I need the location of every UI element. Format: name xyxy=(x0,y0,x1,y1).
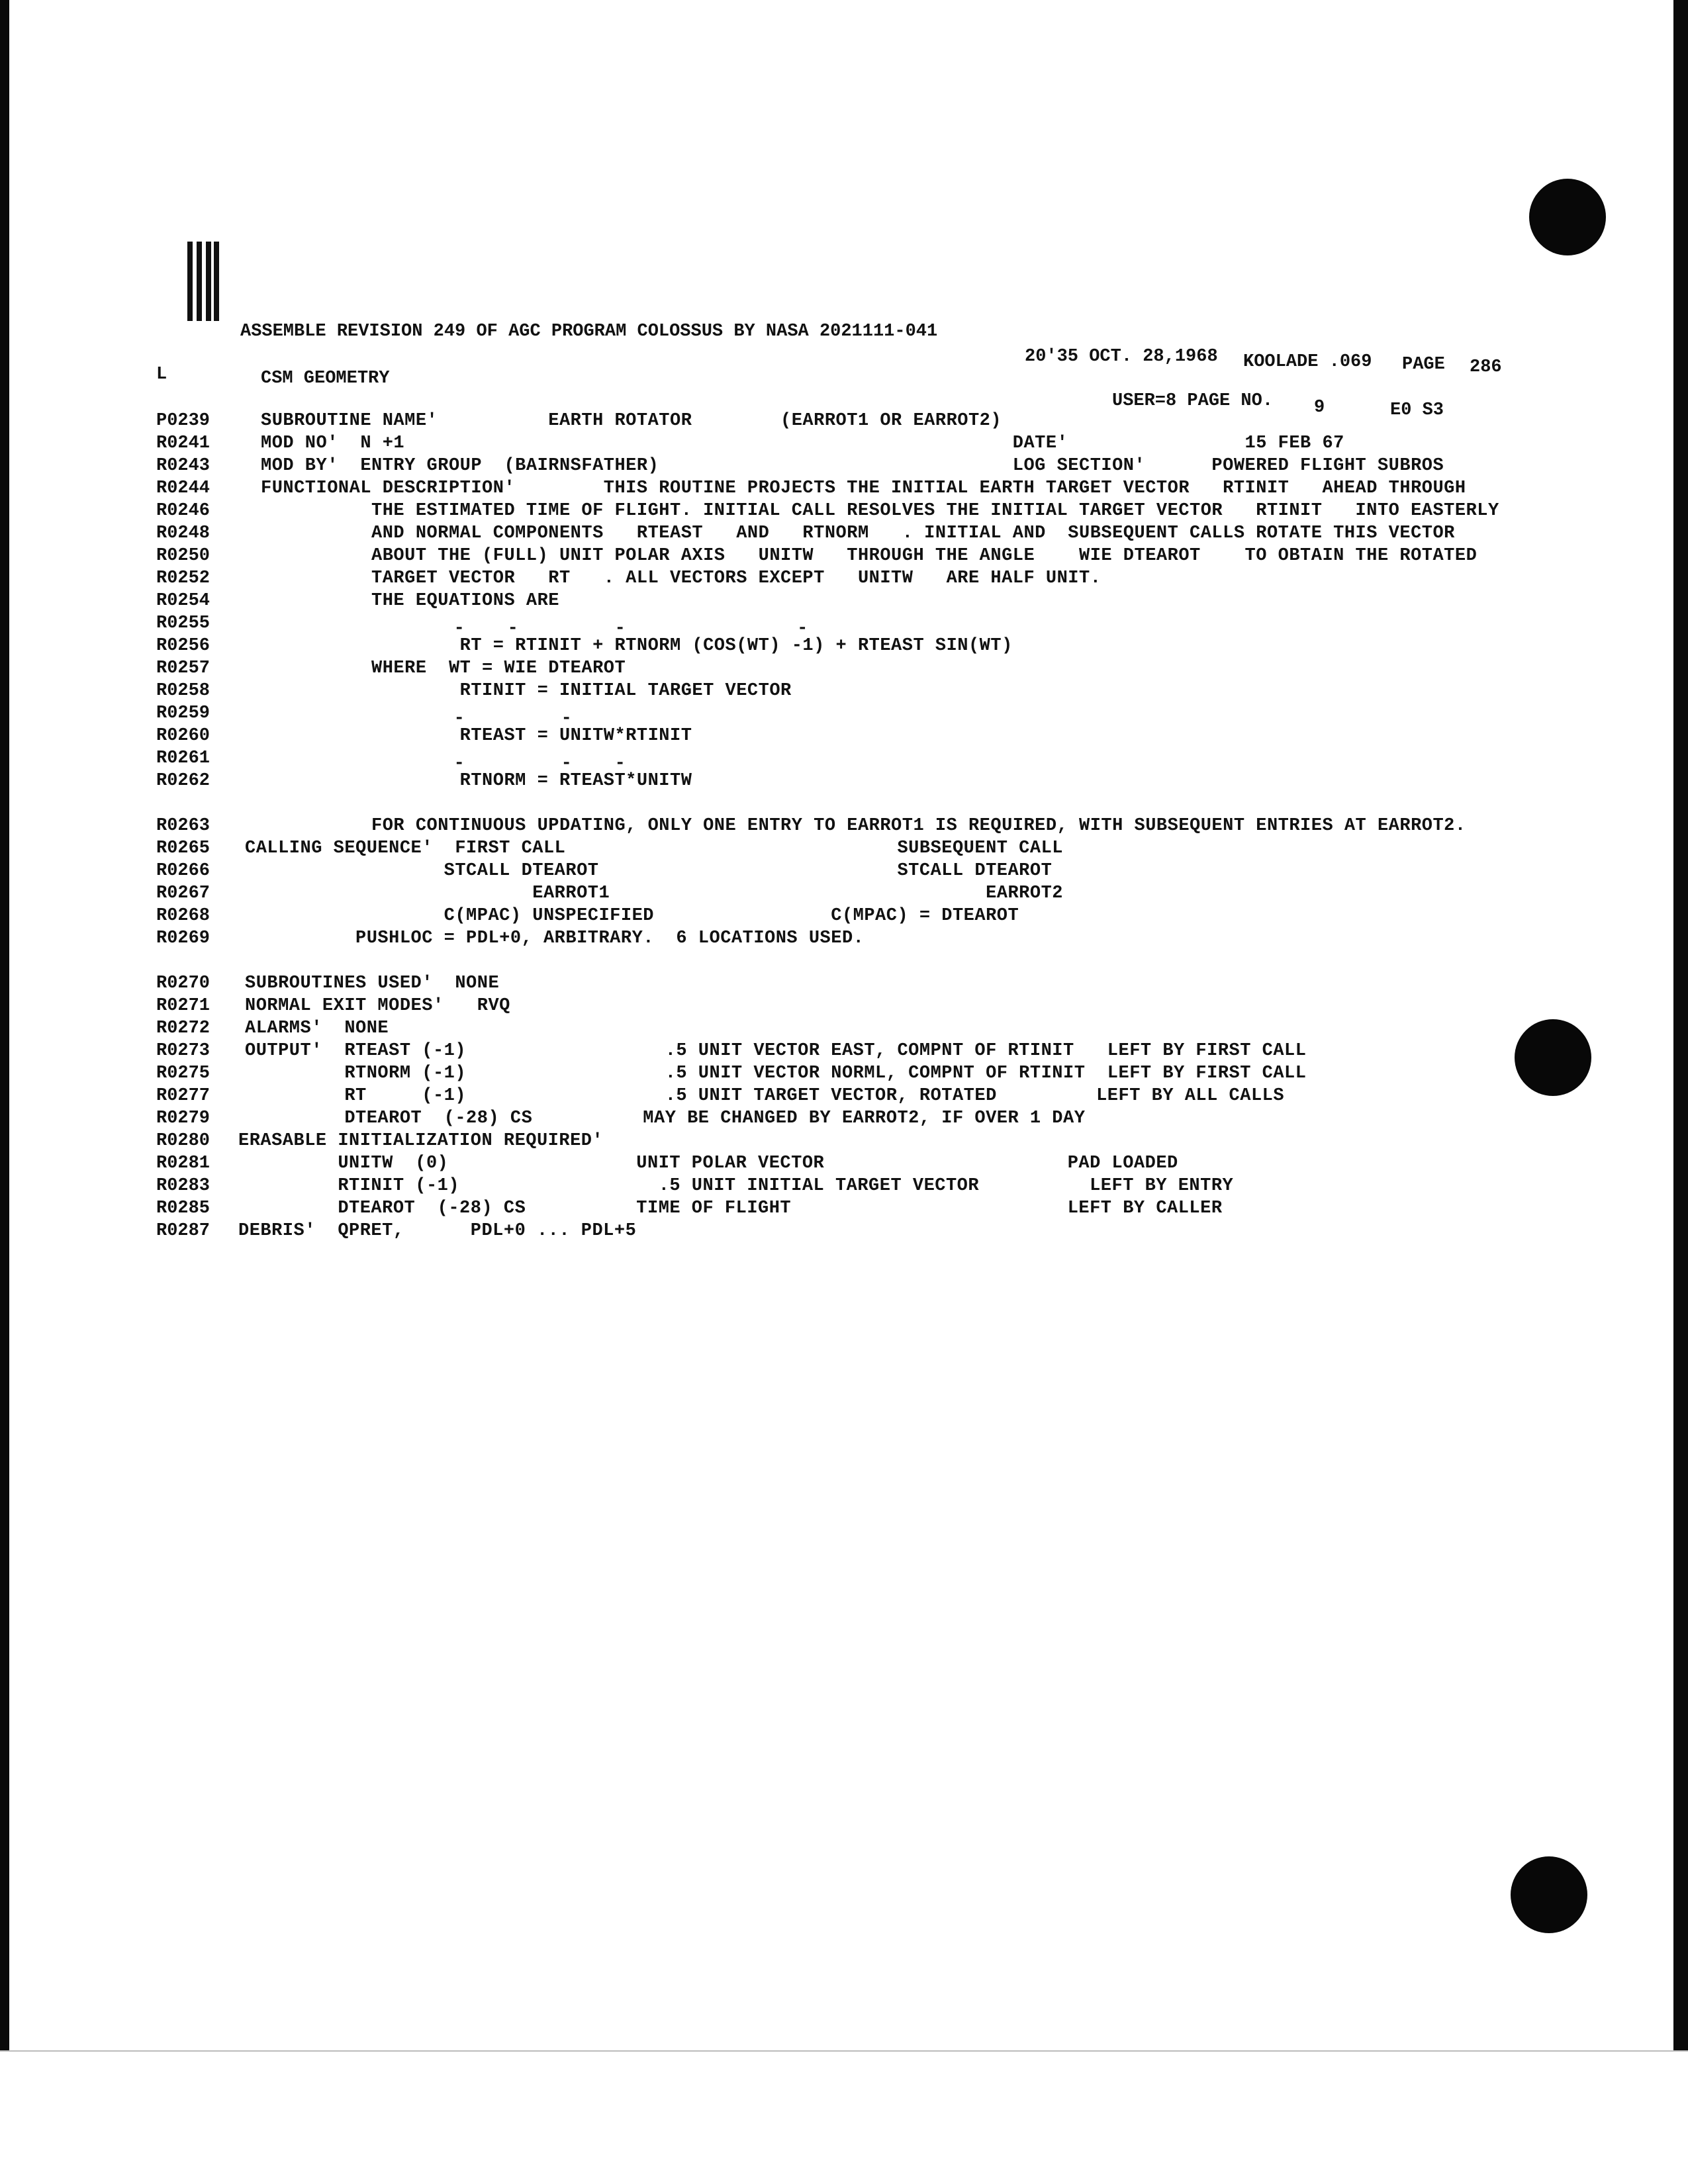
line-text: EARROT1 EARROT2 xyxy=(245,884,1063,903)
line-text: FUNCTIONAL DESCRIPTION' THIS ROUTINE PROJECTS THE INITIAL EARTH TARGET VECTOR RTINIT AHEAD THROUGH xyxy=(261,478,1466,498)
line-text: DTEAROT (-28) CS TIME OF FLIGHT LEFT BY CALLER xyxy=(238,1199,1223,1218)
line-text: AND NORMAL COMPONENTS RTEAST AND RTNORM . INITIAL AND SUBSEQUENT CALLS ROTATE THIS VECTOR xyxy=(261,523,1455,543)
line-label: R0259 xyxy=(156,704,211,723)
line-label: R0275 xyxy=(156,1064,211,1083)
header-koolade: KOOLADE .069 xyxy=(1243,352,1372,372)
line-text: ABOUT THE (FULL) UNIT POLAR AXIS UNITW THROUGH THE ANGLE WIE DTEAROT TO OBTAIN THE ROTATED xyxy=(261,546,1477,566)
vector-bar-marks: - - - - xyxy=(261,619,808,639)
user-page-label: USER=8 PAGE NO. xyxy=(1112,391,1274,411)
binder-clip-mark xyxy=(187,242,219,321)
line-label: R0258 xyxy=(156,681,211,701)
line-label: R0268 xyxy=(156,906,211,926)
line-text: RT = RTINIT + RTNORM (COS(WT) -1) + RTEAST SIN(WT) xyxy=(261,636,1013,656)
punch-hole-middle xyxy=(1515,1019,1591,1096)
vector-bar-marks: - - - xyxy=(261,754,626,774)
line-text: MOD BY' ENTRY GROUP (BAIRNSFATHER) LOG SECTION' POWERED FLIGHT SUBROS xyxy=(261,456,1444,476)
line-text: WHERE WT = WIE DTEAROT xyxy=(261,659,626,678)
line-label: R0255 xyxy=(156,614,211,633)
line-label: R0248 xyxy=(156,523,211,543)
line-label: R0271 xyxy=(156,996,211,1016)
vector-bar-marks: - - xyxy=(261,709,572,729)
line-label: R0257 xyxy=(156,659,211,678)
line-label: R0272 xyxy=(156,1019,211,1038)
line-label: R0261 xyxy=(156,749,211,768)
line-label: R0287 xyxy=(156,1221,211,1241)
header-page-label: PAGE xyxy=(1402,355,1445,375)
punch-hole-bottom xyxy=(1511,1856,1587,1933)
scan-edge-right xyxy=(1673,0,1688,2052)
line-label: R0256 xyxy=(156,636,211,656)
line-text: SUBROUTINE NAME' EARTH ROTATOR (EARROT1 OR EARROT2) xyxy=(261,411,1002,431)
line-label: R0246 xyxy=(156,501,211,521)
line-label: R0262 xyxy=(156,771,211,791)
line-text: PUSHLOC = PDL+0, ARBITRARY. 6 LOCATIONS USED. xyxy=(245,929,865,948)
line-label: R0279 xyxy=(156,1109,211,1128)
line-label: R0283 xyxy=(156,1176,211,1196)
line-text: RTEAST = UNITW*RTINIT xyxy=(261,726,692,746)
line-text: RTNORM (-1) .5 UNIT VECTOR NORML, COMPNT OF RTINIT LEFT BY FIRST CALL xyxy=(245,1064,1307,1083)
header-page-number: 286 xyxy=(1470,357,1502,377)
line-label: R0280 xyxy=(156,1131,211,1151)
line-text: ALARMS' NONE xyxy=(245,1019,389,1038)
header-datetime: 20'35 OCT. 28,1968 xyxy=(1025,347,1218,367)
line-label: P0239 xyxy=(156,411,211,431)
line-label: R0266 xyxy=(156,861,211,881)
line-text: THE ESTIMATED TIME OF FLIGHT. INITIAL CALL RESOLVES THE INITIAL TARGET VECTOR RTINIT INTO EASTERLY xyxy=(261,501,1499,521)
line-label: R0267 xyxy=(156,884,211,903)
line-label: R0254 xyxy=(156,591,211,611)
section-marker: L xyxy=(156,365,167,385)
line-label: R0241 xyxy=(156,433,211,453)
user-page-number: 9 xyxy=(1314,398,1325,418)
line-text: C(MPAC) UNSPECIFIED C(MPAC) = DTEAROT xyxy=(245,906,1019,926)
line-text: OUTPUT' RTEAST (-1) .5 UNIT VECTOR EAST, COMPNT OF RTINIT LEFT BY FIRST CALL xyxy=(245,1041,1307,1061)
line-label: R0285 xyxy=(156,1199,211,1218)
line-text: DEBRIS' QPRET, PDL+0 ... PDL+5 xyxy=(238,1221,637,1241)
line-text: DTEAROT (-28) CS MAY BE CHANGED BY EARROT2, IF OVER 1 DAY xyxy=(245,1109,1086,1128)
punch-hole-top xyxy=(1529,179,1606,255)
line-text: FOR CONTINUOUS UPDATING, ONLY ONE ENTRY TO EARROT1 IS REQUIRED, WITH SUBSEQUENT ENTRIES AT EARROT2. xyxy=(261,816,1466,836)
line-text: TARGET VECTOR RT . ALL VECTORS EXCEPT UNITW ARE HALF UNIT. xyxy=(261,569,1102,588)
line-text: UNITW (0) UNIT POLAR VECTOR PAD LOADED xyxy=(238,1154,1178,1173)
line-text: CALLING SEQUENCE' FIRST CALL SUBSEQUENT CALL xyxy=(245,839,1063,858)
line-text: RT (-1) .5 UNIT TARGET VECTOR, ROTATED LEFT BY ALL CALLS xyxy=(245,1086,1285,1106)
line-label: R0277 xyxy=(156,1086,211,1106)
line-text: STCALL DTEAROT STCALL DTEAROT xyxy=(245,861,1053,881)
line-label: R0270 xyxy=(156,974,211,993)
line-label: R0244 xyxy=(156,478,211,498)
scan-edge-bottom xyxy=(0,2050,1688,2052)
line-label: R0265 xyxy=(156,839,211,858)
line-text: THE EQUATIONS ARE xyxy=(261,591,559,611)
line-label: R0252 xyxy=(156,569,211,588)
line-text: ERASABLE INITIALIZATION REQUIRED' xyxy=(238,1131,604,1151)
section-title: CSM GEOMETRY xyxy=(261,369,390,388)
line-label: R0281 xyxy=(156,1154,211,1173)
header-title-line: ASSEMBLE REVISION 249 OF AGC PROGRAM COLOSSUS BY NASA 2021111-041 xyxy=(240,322,938,341)
line-text: MOD NO' N +1 DATE' 15 FEB 67 xyxy=(261,433,1344,453)
line-label: R0263 xyxy=(156,816,211,836)
line-label: R0269 xyxy=(156,929,211,948)
line-text: RTINIT (-1) .5 UNIT INITIAL TARGET VECTOR LEFT BY ENTRY xyxy=(238,1176,1234,1196)
line-text: NORMAL EXIT MODES' RVQ xyxy=(245,996,510,1016)
line-text: RTINIT = INITIAL TARGET VECTOR xyxy=(261,681,792,701)
line-text: SUBROUTINES USED' NONE xyxy=(245,974,500,993)
scan-edge-left xyxy=(0,0,9,2052)
e-code: E0 S3 xyxy=(1390,400,1444,420)
line-label: R0260 xyxy=(156,726,211,746)
line-text: RTNORM = RTEAST*UNITW xyxy=(261,771,692,791)
line-label: R0250 xyxy=(156,546,211,566)
line-label: R0243 xyxy=(156,456,211,476)
line-label: R0273 xyxy=(156,1041,211,1061)
